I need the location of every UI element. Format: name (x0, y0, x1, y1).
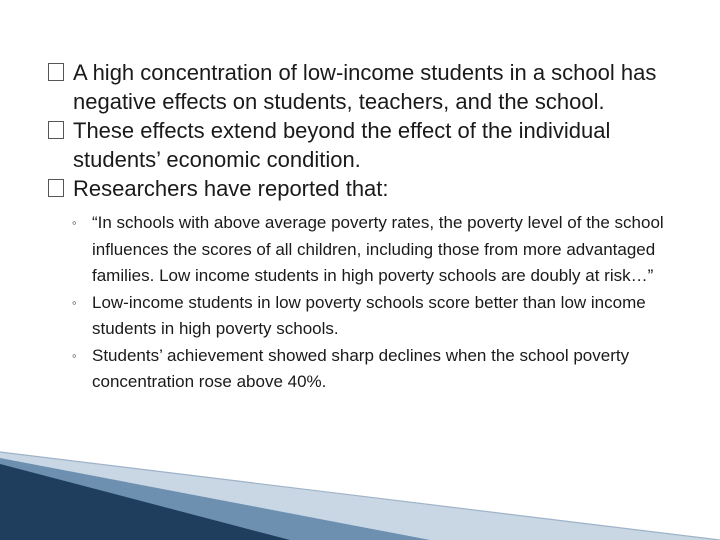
checkbox-icon (48, 63, 64, 81)
sub-bullet-text: “In schools with above average poverty rates, the poverty level of the school influences the scores of all children, including those from more advantaged families. Low income students in high poverty schools are doubly at risk…” (92, 213, 664, 285)
sub-bullet-list (72, 210, 688, 396)
bullet-item (48, 58, 688, 116)
sub-bullet-text: Students’ achievement showed sharp declines when the school poverty concentration rose above 40%. (92, 345, 630, 391)
sub-bullet-text: Low-income students in low poverty schools score better than low income students in high poverty schools. (92, 292, 646, 338)
circle-bullet-icon: ◦ (72, 347, 77, 363)
circle-bullet-icon: ◦ (72, 215, 77, 230)
bullet-text: A high concentration of low-income students in a school has negative effects on students, teachers, and the school. (73, 60, 657, 114)
checkbox-icon (48, 179, 64, 197)
bullet-item (48, 116, 688, 174)
bullet-text: These effects extend beyond the effect of the individual students’ economic condition. (73, 118, 611, 172)
bullet-text: Researchers have reported that: (73, 176, 389, 201)
checkbox-icon (48, 121, 64, 139)
sub-bullet-item (72, 343, 688, 396)
sub-bullet-item (72, 290, 688, 343)
sub-bullet-item (72, 210, 688, 290)
slide-content (48, 58, 688, 396)
circle-bullet-icon: ◦ (72, 294, 77, 310)
bullet-item (48, 174, 688, 203)
decorative-corner-swoosh (0, 450, 720, 540)
